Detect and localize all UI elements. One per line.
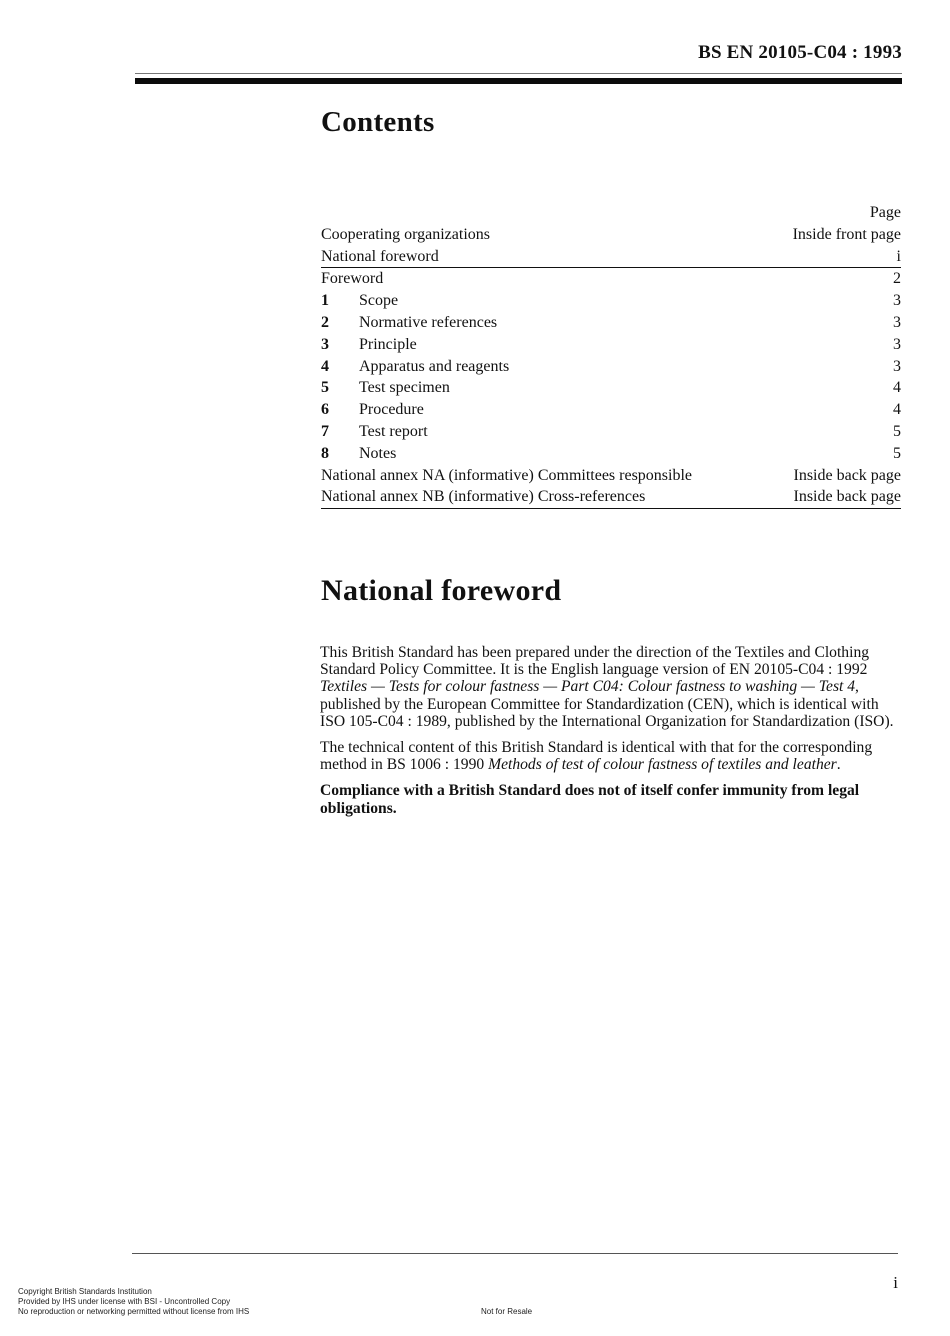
toc-row xyxy=(321,443,901,465)
toc-entry-title: Principle xyxy=(359,335,417,353)
toc-row xyxy=(321,268,901,290)
foreword-p2-text-b: . xyxy=(836,756,841,774)
toc-row xyxy=(321,399,901,421)
toc-entry-title: National foreword xyxy=(321,247,439,265)
toc-clause-number: 3 xyxy=(321,335,329,353)
toc-entry-title: Normative references xyxy=(359,313,498,331)
toc-row xyxy=(321,486,901,509)
toc-entry-page: 3 xyxy=(893,357,901,375)
toc-clause-number: 6 xyxy=(321,401,329,419)
footer-line-2: Provided by IHS under license with BSI - Uncontrolled Copy xyxy=(18,1297,231,1306)
toc-entry-page: 4 xyxy=(893,379,901,397)
toc-entry-page: 5 xyxy=(893,422,901,440)
table-of-contents xyxy=(321,202,901,509)
footer-rule xyxy=(132,1253,898,1254)
not-for-resale-notice: Not for Resale xyxy=(481,1307,533,1316)
toc-clause-number: 7 xyxy=(321,422,329,440)
toc-row xyxy=(321,356,901,378)
toc-entry-title: National annex NA (informative) Committees responsible xyxy=(321,466,693,484)
foreword-p2-title: Methods of test of colour fastness of textiles and leather xyxy=(488,756,837,774)
toc-entry-page: 3 xyxy=(893,313,901,331)
toc-rows xyxy=(321,224,901,509)
toc-clause-number: 5 xyxy=(321,379,329,397)
toc-entry-page: 3 xyxy=(893,335,901,353)
toc-entry-page: 5 xyxy=(893,444,901,462)
header-rule-thick xyxy=(135,78,902,84)
national-foreword-heading: National foreword xyxy=(321,574,562,607)
footer-line-3: No reproduction or networking permitted without license from IHS xyxy=(18,1307,250,1316)
toc-row xyxy=(321,334,901,356)
toc-clause-number: 4 xyxy=(321,357,329,375)
toc-row xyxy=(321,290,901,312)
national-foreword-body xyxy=(320,644,900,826)
toc-entry-page: Inside back page xyxy=(793,488,901,506)
header-rule-thin xyxy=(135,73,902,74)
toc-entry-page: Inside back page xyxy=(793,466,901,484)
toc-entry-title: Apparatus and reagents xyxy=(359,357,510,375)
toc-row xyxy=(321,246,901,269)
toc-entry-title: Notes xyxy=(359,444,397,462)
toc-entry-title: Test report xyxy=(359,422,428,440)
page-number: i xyxy=(893,1273,898,1292)
foreword-p1-text-a: This British Standard has been prepared under the direction of the Textiles and Clothing Standard Policy Committee. It is the English language version of EN 20105-C04 : 1992 xyxy=(320,644,870,679)
toc-row xyxy=(321,465,901,487)
toc-entry-page: i xyxy=(896,247,901,265)
foreword-p1-text-b: , published by the European Committee for Standardization (CEN), which is identical with ISO 105-C04 : 1989, published by the International Organization for Standardization (ISO). xyxy=(320,678,894,730)
toc-entry-title: National annex NB (informative) Cross-references xyxy=(321,488,646,506)
toc-entry-page: 3 xyxy=(893,292,901,310)
copyright-footer xyxy=(18,1287,249,1317)
foreword-p1-title: Textiles — Tests for colour fastness — Part C04: Colour fastness to washing — Test 4 xyxy=(320,678,856,696)
toc-row xyxy=(321,312,901,334)
toc-page-label: Page xyxy=(869,204,901,221)
toc-entry-page: Inside front page xyxy=(792,225,901,243)
toc-entry-title: Test specimen xyxy=(359,379,450,397)
toc-entry-title: Procedure xyxy=(359,401,424,419)
toc-page-column-header xyxy=(321,202,901,224)
toc-row xyxy=(321,421,901,443)
foreword-paragraph-2 xyxy=(320,739,900,773)
document-id: BS EN 20105-C04 : 1993 xyxy=(698,42,902,63)
toc-clause-number: 8 xyxy=(321,444,329,462)
toc-row xyxy=(321,377,901,399)
foreword-p2-text-a: The technical content of this British Standard is identical with that for the corresponding method in BS 1006 : 1990 xyxy=(320,739,873,774)
toc-entry-title: Cooperating organizations xyxy=(321,225,490,243)
toc-entry-page: 2 xyxy=(893,270,901,288)
foreword-paragraph-1 xyxy=(320,644,900,730)
foreword-compliance-statement: Compliance with a British Standard does not of itself confer immunity from legal obligations. xyxy=(320,782,860,817)
toc-entry-title: Scope xyxy=(359,292,399,310)
toc-clause-number: 1 xyxy=(321,292,329,310)
toc-clause-number: 2 xyxy=(321,313,329,331)
toc-row xyxy=(321,224,901,246)
toc-entry-title: Foreword xyxy=(321,270,384,288)
footer-line-1: Copyright British Standards Institution xyxy=(18,1287,152,1296)
toc-entry-page: 4 xyxy=(893,401,901,419)
contents-heading: Contents xyxy=(321,106,435,138)
